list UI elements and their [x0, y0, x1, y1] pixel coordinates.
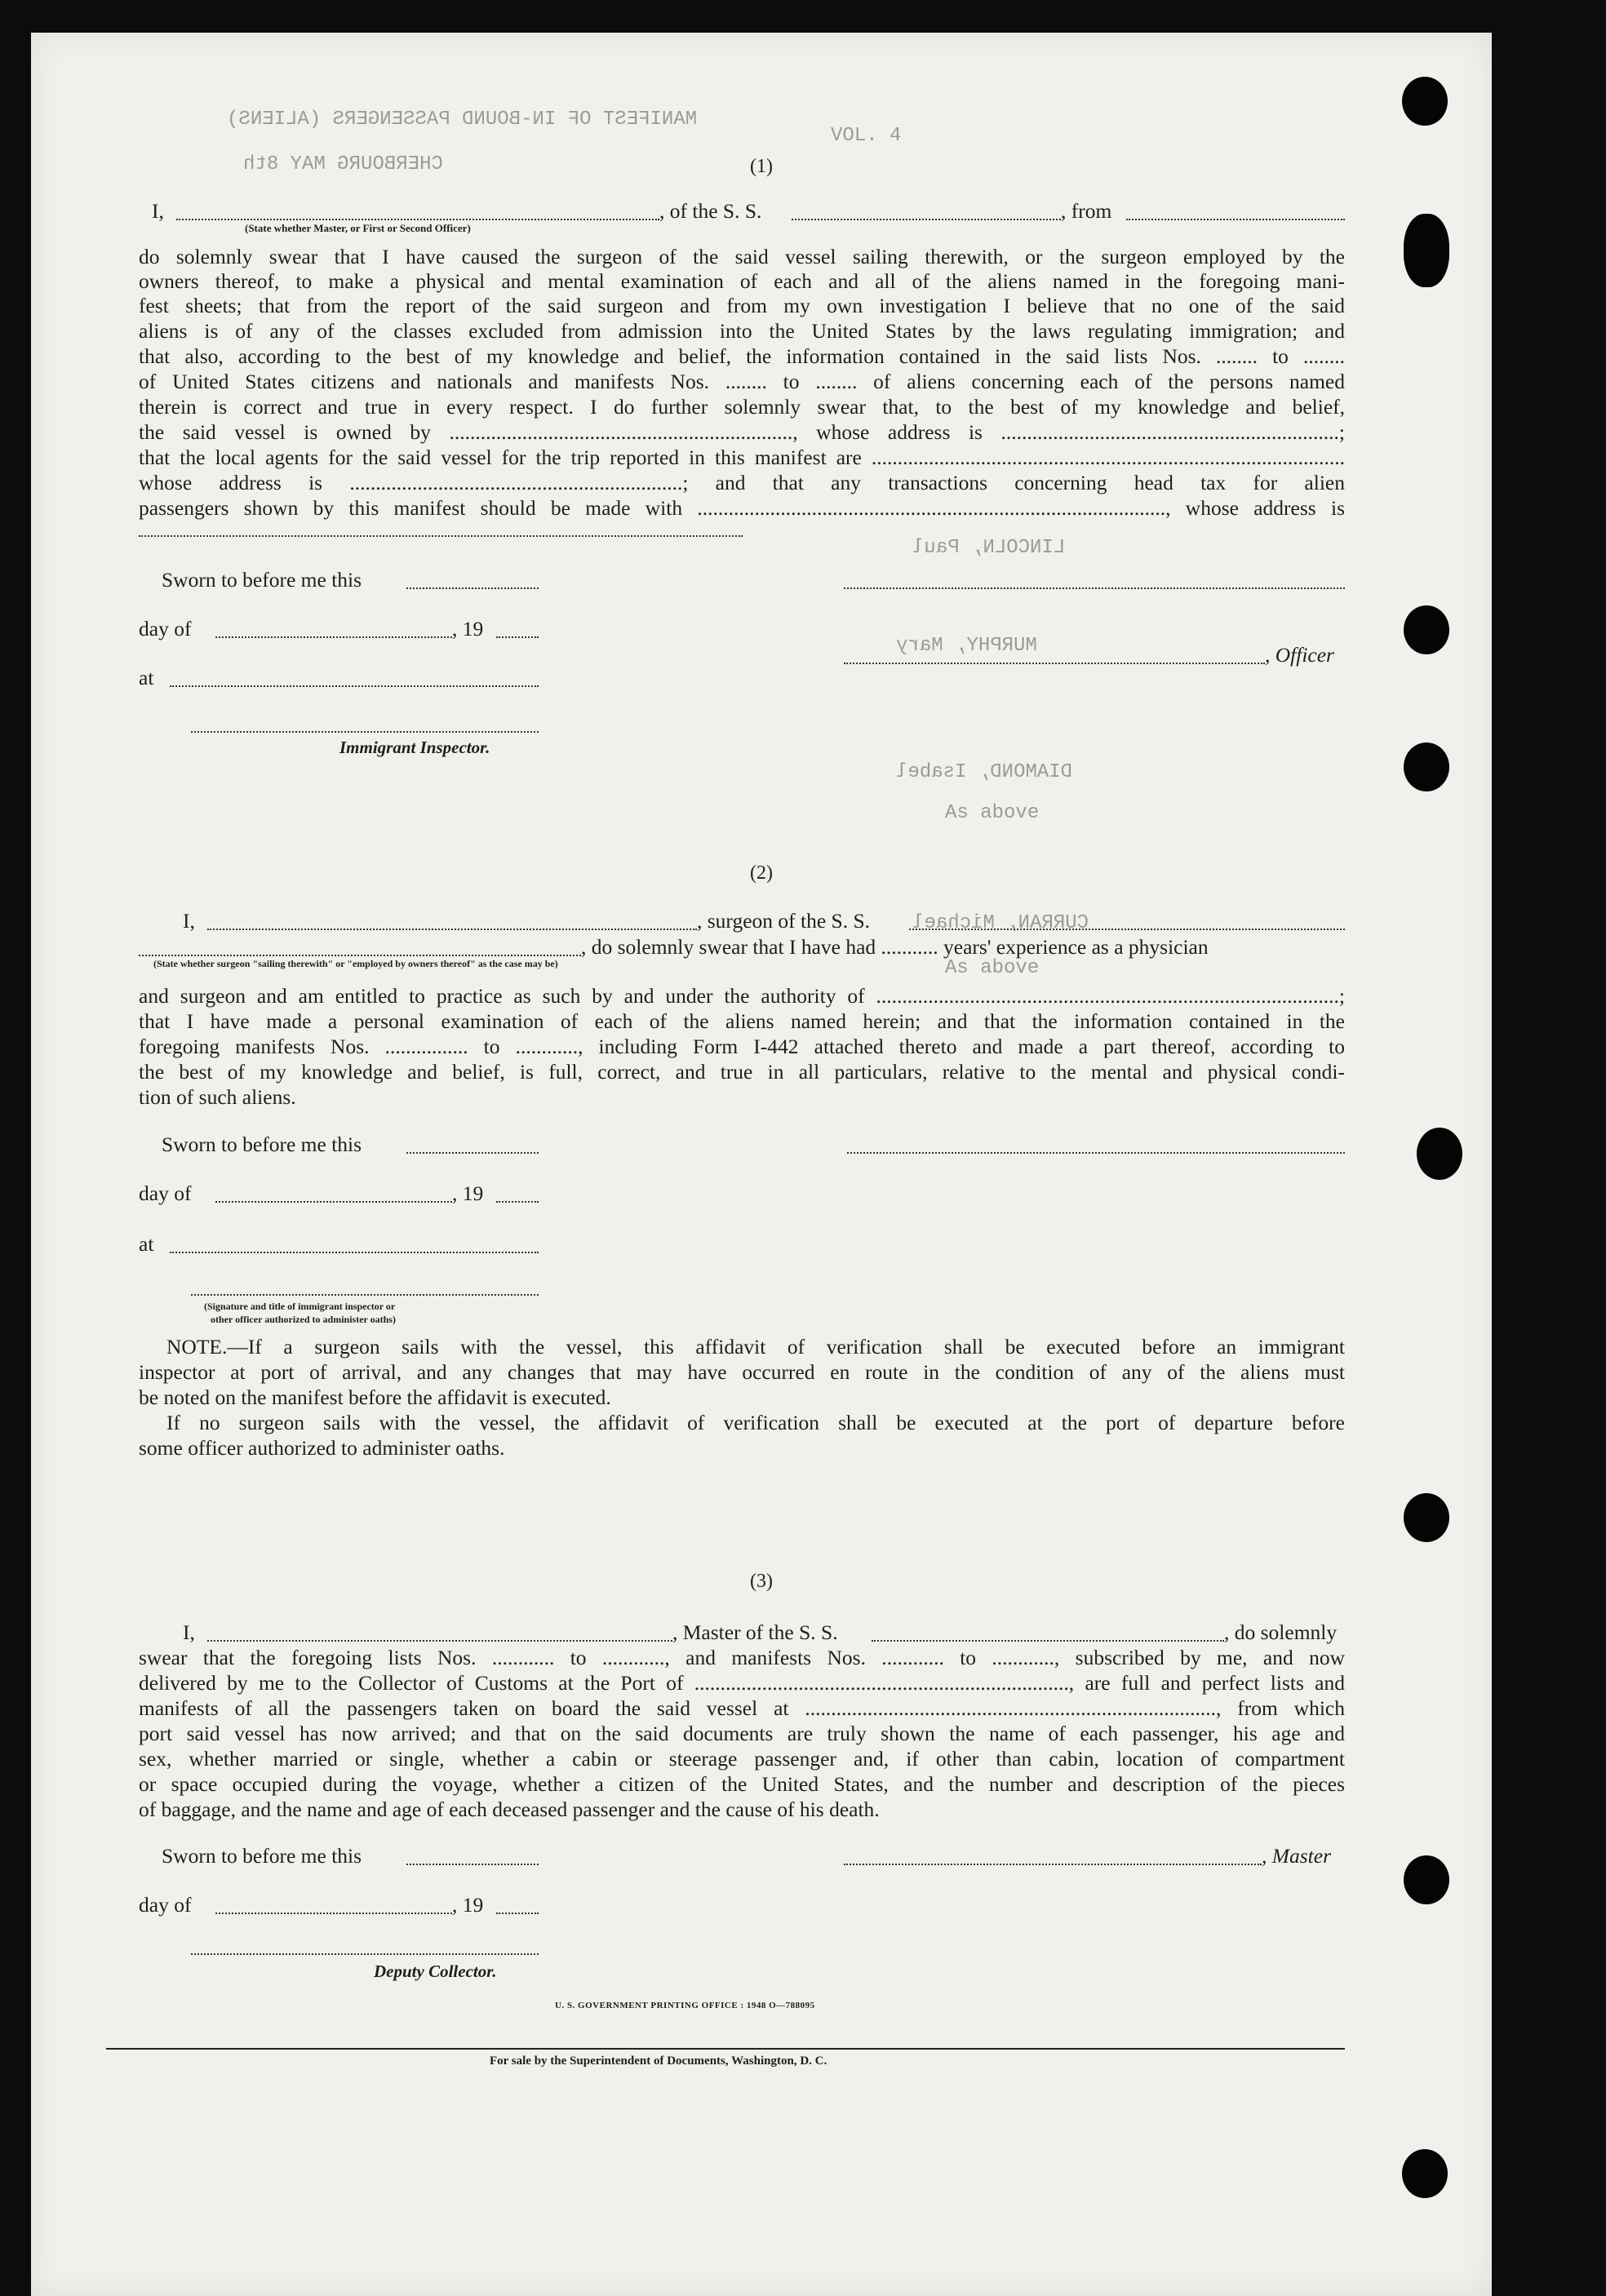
inspector-label: Immigrant Inspector.	[339, 738, 490, 757]
from-port-blank[interactable]	[1126, 219, 1345, 220]
master-name-blank[interactable]	[176, 219, 659, 220]
at-place-blank[interactable]	[170, 1252, 539, 1253]
address-blank[interactable]	[139, 535, 743, 537]
section-1-body-line: whose address is ................................................................; and that any transactions concerning head tax for alien	[139, 471, 1345, 494]
section-1-body-line: that also, according to the best of my knowledge and belief, the information contained in the said lists Nos. ........ to ........	[139, 344, 1345, 368]
note-last-line: some officer authorized to administer oaths.	[139, 1436, 505, 1460]
section-3-i: I,	[183, 1620, 195, 1644]
section-3-body-last: of baggage, and the name and age of each deceased passenger and the cause of his death.	[139, 1797, 880, 1821]
surgeon-name-blank[interactable]	[207, 929, 697, 930]
master-signature-blank[interactable]	[844, 1864, 1262, 1865]
punch-hole	[1404, 1855, 1449, 1904]
master-name-blank[interactable]	[207, 1640, 672, 1642]
section-1-i: I,	[152, 199, 164, 223]
ghost-row: MURPHY, Mary	[896, 635, 1037, 657]
sworn-day-blank[interactable]	[406, 1864, 539, 1865]
collector-signature-blank[interactable]	[191, 1953, 539, 1955]
day-of-label: day of	[139, 617, 192, 640]
section-3-body-line: delivered by me to the Collector of Customs at the Port of ........................................................................, are full and perfect lists and	[139, 1671, 1345, 1695]
year-label: , 19	[452, 617, 484, 640]
section-2-body-line: the best of my knowledge and belief, is full, correct, and true in all particulars, relative to the mental and physical condi-	[139, 1060, 1345, 1084]
sworn-day-blank[interactable]	[406, 587, 539, 589]
section-3-master: , Master of the S. S.	[672, 1620, 838, 1644]
section-2-body-line: foregoing manifests Nos. ................ to ............, including Form I-442 attached thereto and made a part thereof, according to	[139, 1035, 1345, 1058]
section-1-from: , from	[1061, 199, 1112, 223]
surgeon-vessel-blank[interactable]	[909, 929, 1345, 930]
inspector-signature-blank[interactable]	[191, 1294, 539, 1296]
at-label: at	[139, 1232, 154, 1256]
inspector-signature-blank[interactable]	[191, 731, 539, 733]
section-2-body-line: and surgeon and am entitled to practice as such by and under the authority of .........................................................................................;	[139, 984, 1345, 1008]
collector-label: Deputy Collector.	[374, 1961, 497, 1981]
section-1-body-line: aliens is of any of the classes excluded from admission into the United States by the laws regulating immigration; and	[139, 319, 1345, 343]
section-1-ss: , of the S. S.	[659, 199, 762, 223]
section-2-i: I,	[183, 909, 195, 933]
footer-rule	[106, 2048, 1345, 2050]
section-1-body-line: owners thereof, to make a physical and mental examination of each and all of the aliens named in the foregoing mani-	[139, 269, 1345, 293]
ghost-row: CURRAN, Michael	[912, 912, 1089, 934]
at-place-blank[interactable]	[170, 685, 539, 687]
punch-hole	[1404, 605, 1449, 654]
sworn-day-blank[interactable]	[406, 1152, 539, 1154]
section-1-body-line: do solemnly swear that I have caused the surgeon of the said vessel sailing therewith, or the surgeon employed by the	[139, 245, 1345, 268]
signature-caption: other officer authorized to administer oaths)	[211, 1314, 396, 1325]
section-1-number: (1)	[750, 156, 773, 177]
manifest-page	[31, 33, 1492, 2296]
for-sale-imprint: For sale by the Superintendent of Documents, Washington, D. C.	[490, 2054, 827, 2068]
section-3-body-line: manifests of all the passengers taken on board the said vessel at ..............................................................................., from which	[139, 1696, 1345, 1720]
note-last-line: be noted on the manifest before the affidavit is executed.	[139, 1385, 611, 1409]
sworn-label: Sworn to before me this	[162, 568, 362, 592]
ghost-row: As above	[945, 957, 1040, 979]
section-1-caption: (State whether Master, or First or Second Officer)	[245, 222, 471, 234]
ghost-header: MANIFEST OF IN-BOUND PASSENGERS (ALIENS)	[227, 109, 698, 131]
ghost-volume: VOL. 4	[831, 125, 902, 147]
section-1-body-line: that the local agents for the said vessel for the trip reported in this manifest are ...........................................................................................	[139, 445, 1345, 469]
officer-signature-blank[interactable]	[844, 663, 1265, 664]
punch-hole	[1404, 742, 1449, 791]
signature-blank[interactable]	[844, 587, 1345, 589]
year-blank[interactable]	[496, 636, 539, 638]
year-label: , 19	[452, 1181, 484, 1205]
punch-hole	[1402, 77, 1448, 126]
printing-office-imprint: U. S. GOVERNMENT PRINTING OFFICE : 1948 O—788095	[555, 2001, 815, 2010]
officer-label: , Officer	[1265, 643, 1334, 667]
section-2-caption: (State whether surgeon "sailing therewith" or "employed by owners thereof" as the case may be)	[153, 958, 558, 969]
section-1-body-line: the said vessel is owned by .................................................................., whose address is .................................................................;	[139, 420, 1345, 444]
note-line: If no surgeon sails with the vessel, the affidavit of verification shall be executed at the port of departure before	[166, 1411, 1345, 1434]
section-1-body-line: fest sheets; that from the report of the said surgeon and from my own investigation I believe that no one of the said	[139, 294, 1345, 317]
section-2-body-last: tion of such aliens.	[139, 1085, 296, 1109]
punch-hole	[1402, 2149, 1448, 2198]
section-2-swear-line: , do solemnly swear that I have had ........... years' experience as a physician	[581, 935, 1209, 959]
signature-caption: (Signature and title of immigrant inspector or	[204, 1301, 396, 1312]
punch-hole	[1404, 1493, 1449, 1542]
section-2-number: (2)	[750, 862, 773, 884]
at-label: at	[139, 666, 154, 689]
punch-hole	[1417, 1128, 1462, 1180]
note-line: inspector at port of arrival, and any changes that may have occurred en route in the condition of any of the aliens must	[139, 1360, 1345, 1384]
day-of-label: day of	[139, 1893, 192, 1917]
section-1-body-line: passengers shown by this manifest should be made with .........................................................................................., whose address is	[139, 496, 1345, 520]
section-3-end: , do solemnly	[1224, 1620, 1338, 1644]
punch-hole	[1404, 214, 1449, 287]
section-2-surgeon: , surgeon of the S. S.	[697, 909, 871, 933]
note-line: NOTE.—If a surgeon sails with the vessel, this affidavit of verification shall be executed before an immigrant	[166, 1335, 1345, 1359]
section-1-body-line: of United States citizens and nationals and manifests Nos. ........ to ........ of aliens concerning each of the persons named	[139, 370, 1345, 393]
ghost-row: LINCOLN, Paul	[912, 537, 1066, 559]
section-1-body-line: therein is correct and true in every respect. I do further solemnly swear that, to the best of my knowledge and belief,	[139, 395, 1345, 419]
year-blank[interactable]	[496, 1913, 539, 1914]
sworn-label: Sworn to before me this	[162, 1132, 362, 1156]
section-3-number: (3)	[750, 1571, 773, 1592]
section-2-body-line: that I have made a personal examination of each of the aliens named herein; and that the information contained in the	[139, 1009, 1345, 1033]
sworn-label: Sworn to before me this	[162, 1844, 362, 1868]
master-vessel-blank[interactable]	[872, 1640, 1224, 1642]
surgeon-status-blank[interactable]	[139, 955, 581, 956]
ghost-row: DIAMOND, Isabel	[896, 761, 1073, 783]
month-blank[interactable]	[215, 1201, 452, 1203]
year-label: , 19	[452, 1893, 484, 1917]
section-3-body-line: or space occupied during the voyage, whether a citizen of the United States, and the number and description of the pieces	[139, 1772, 1345, 1796]
year-blank[interactable]	[496, 1201, 539, 1203]
section-3-body-line: swear that the foregoing lists Nos. ............ to ............, and manifests Nos. ............ to ............, subscribed by me, and now	[139, 1646, 1345, 1669]
surgeon-signature-blank[interactable]	[847, 1152, 1345, 1154]
ghost-header-port: CHERBOURG MAY 8th	[243, 153, 443, 175]
master-label: , Master	[1262, 1844, 1331, 1868]
section-3-body-line: sex, whether married or single, whether a cabin or steerage passenger and, if other than cabin, location of compartment	[139, 1747, 1345, 1771]
day-of-label: day of	[139, 1181, 192, 1205]
month-blank[interactable]	[215, 636, 452, 638]
month-blank[interactable]	[215, 1913, 452, 1914]
vessel-name-blank[interactable]	[792, 219, 1061, 220]
section-3-body-line: port said vessel has now arrived; and that on the said documents are truly shown the name of each passenger, his age and	[139, 1722, 1345, 1745]
ghost-row: As above	[945, 802, 1040, 824]
